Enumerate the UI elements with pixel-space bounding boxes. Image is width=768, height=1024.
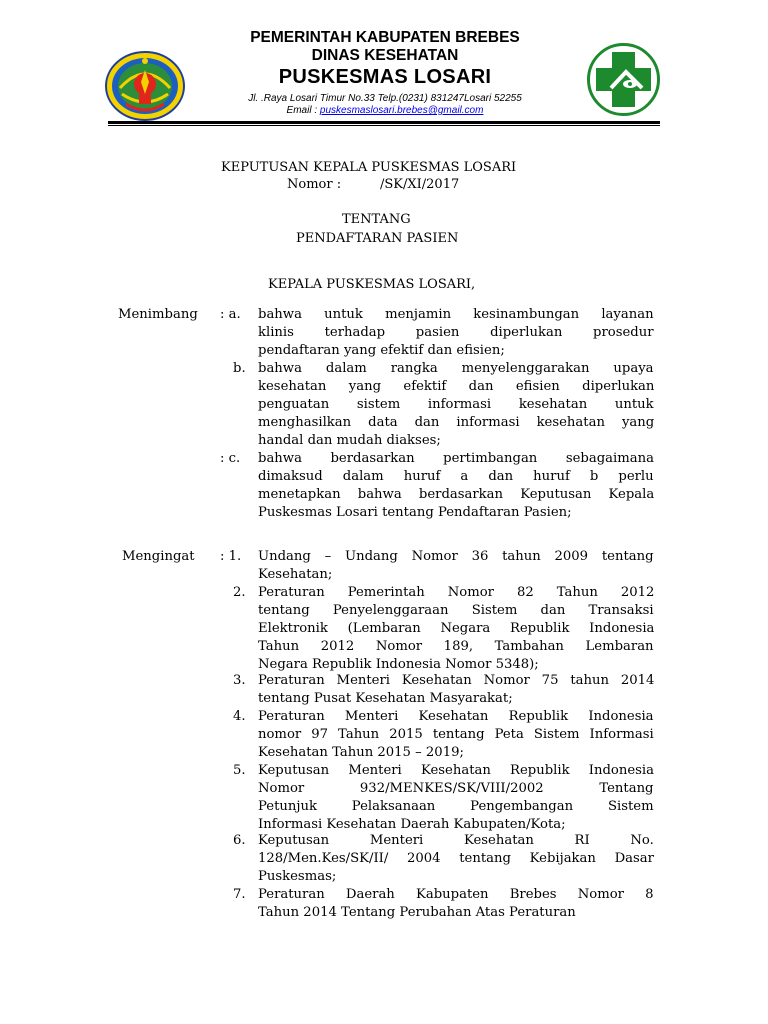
brebes-regency-emblem-icon <box>104 50 186 122</box>
menimbang-a-line-2: klinis terhadap pasien diperlukan prosedur <box>258 325 654 340</box>
mengingat-marker-7: 7. <box>233 887 246 902</box>
puskesmas-logo-icon <box>586 42 661 117</box>
email-line <box>200 105 570 117</box>
mengingat-6-line-1: Keputusan Menteri Kesehatan RI No. <box>258 833 654 848</box>
mengingat-1-line-2: Kesehatan; <box>258 567 333 582</box>
mengingat-marker-4: 4. <box>233 709 246 724</box>
mengingat-3-line-2: tentang Pusat Kesehatan Masyarakat; <box>258 691 513 706</box>
email-link[interactable]: puskesmaslosari.brebes@gmail.com <box>319 105 484 116</box>
mengingat-1-line-1: Undang – Undang Nomor 36 tahun 2009 tentang <box>258 549 654 564</box>
menimbang-b-line-5: handal dan mudah diakses; <box>258 433 441 448</box>
mengingat-7-line-2: Tahun 2014 Tentang Perubahan Atas Peraturan <box>258 905 576 920</box>
decree-number-value: /SK/XI/2017 <box>380 177 460 192</box>
government-name: PEMERINTAH KABUPATEN BREBES <box>250 29 520 46</box>
mengingat-2-line-3: Elektronik (Lembaran Negara Republik Indonesia <box>258 621 655 636</box>
menimbang-a-line-1: bahwa untuk menjamin kesinambungan layanan <box>258 307 654 322</box>
mengingat-marker-1: : 1. <box>220 549 242 564</box>
institution-name: PUSKESMAS LOSARI <box>278 66 492 88</box>
mengingat-6-line-2: 128/Men.Kes/SK/II/ 2004 tentang Kebijakan Dasar <box>258 851 654 866</box>
mengingat-3-line-1: Peraturan Menteri Kesehatan Nomor 75 tahun 2014 <box>258 673 655 688</box>
menimbang-c-line-3: menetapkan bahwa berdasarkan Keputusan Kepala <box>258 487 655 502</box>
menimbang-b-line-1: bahwa dalam rangka menyelenggarakan upaya <box>258 361 654 376</box>
mengingat-marker-5: 5. <box>233 763 246 778</box>
decree-title: KEPUTUSAN KEPALA PUSKESMAS LOSARI <box>221 160 517 175</box>
mengingat-2-line-1: Peraturan Pemerintah Nomor 82 Tahun 2012 <box>258 585 655 600</box>
mengingat-4-line-2: nomor 97 Tahun 2015 tentang Peta Sistem Informasi <box>258 727 654 742</box>
letterhead <box>0 0 768 130</box>
menimbang-b-line-2: kesehatan yang efektif dan efisien diperlukan <box>258 379 655 394</box>
menimbang-marker-a: : a. <box>220 307 241 322</box>
mengingat-2-line-2: tentang Penyelenggaraan Sistem dan Transaksi <box>258 603 654 618</box>
letterhead-rule-thick <box>108 121 660 124</box>
mengingat-5-line-2: Nomor 932/MENKES/SK/VIII/2002 Tentang <box>258 781 654 796</box>
mengingat-2-line-4: Tahun 2012 Nomor 189, Tambahan Lembaran <box>258 639 654 654</box>
decree-number-label: Nomor : <box>287 177 342 192</box>
menimbang-label: Menimbang <box>118 307 198 322</box>
mengingat-4-line-3: Kesehatan Tahun 2015 – 2019; <box>258 745 464 760</box>
mengingat-marker-2: 2. <box>233 585 246 600</box>
menimbang-b-line-3: penguatan sistem informasi kesehatan untuk <box>258 397 654 412</box>
issuer-line: KEPALA PUSKESMAS LOSARI, <box>268 277 476 292</box>
mengingat-2-line-5: Negara Republik Indonesia Nomor 5348); <box>258 657 539 672</box>
email-label: Email : <box>286 105 320 116</box>
menimbang-c-line-2: dimaksud dalam huruf a dan huruf b perlu <box>258 469 654 484</box>
mengingat-7-line-1: Peraturan Daerah Kabupaten Brebes Nomor 8 <box>258 887 654 902</box>
mengingat-5-line-4: Informasi Kesehatan Daerah Kabupaten/Kota; <box>258 817 566 832</box>
decree-subject: PENDAFTARAN PASIEN <box>296 231 459 246</box>
menimbang-marker-c: : c. <box>220 451 241 466</box>
menimbang-c-line-1: bahwa berdasarkan pertimbangan sebagaimana <box>258 451 654 466</box>
menimbang-b-line-4: menghasilkan data dan informasi kesehatan yang <box>258 415 655 430</box>
menimbang-c-line-4: Puskesmas Losari tentang Pendaftaran Pasien; <box>258 505 572 520</box>
menimbang-a-line-3: pendaftaran yang efektif dan efisien; <box>258 343 505 358</box>
mengingat-5-line-3: Petunjuk Pelaksanaan Pengembangan Sistem <box>258 799 654 814</box>
mengingat-marker-3: 3. <box>233 673 246 688</box>
mengingat-label: Mengingat <box>122 549 195 564</box>
letterhead-text <box>200 28 570 117</box>
mengingat-6-line-3: Puskesmas; <box>258 869 337 884</box>
mengingat-4-line-1: Peraturan Menteri Kesehatan Republik Indonesia <box>258 709 654 724</box>
mengingat-5-line-1: Keputusan Menteri Kesehatan Republik Indonesia <box>258 763 654 778</box>
agency-name: DINAS KESEHATAN <box>311 47 459 64</box>
about-heading: TENTANG <box>342 212 411 227</box>
menimbang-marker-b: b. <box>233 361 246 376</box>
letterhead-rule-thin <box>108 125 660 126</box>
address: Jl. .Raya Losari Timur No.33 Telp.(0231) 831247Losari 52255 <box>248 93 522 104</box>
mengingat-marker-6: 6. <box>233 833 246 848</box>
